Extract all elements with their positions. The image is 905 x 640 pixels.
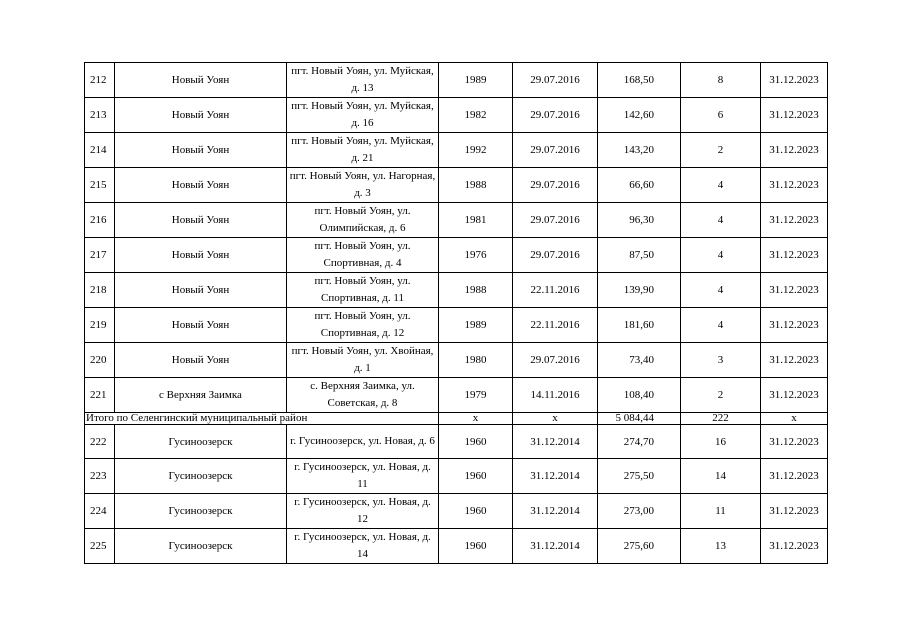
date-cell: 29.07.2016 (513, 133, 598, 168)
area-cell: 273,00 (598, 494, 681, 529)
area-cell: 275,50 (598, 459, 681, 494)
deadline-cell: 31.12.2023 (761, 168, 828, 203)
people-count-cell: 2 (681, 378, 761, 413)
total-year-cell: x (439, 413, 513, 425)
table-row (85, 308, 828, 343)
table-row (85, 203, 828, 238)
area-cell: 108,40 (598, 378, 681, 413)
housing-table (84, 62, 828, 564)
settlement-cell: Гусиноозерск (115, 459, 287, 494)
row-number: 223 (85, 459, 115, 494)
settlement-cell: Гусиноозерск (115, 494, 287, 529)
table-row (85, 238, 828, 273)
row-number: 214 (85, 133, 115, 168)
table-row (85, 378, 828, 413)
row-number: 220 (85, 343, 115, 378)
settlement-cell: Новый Уоян (115, 63, 287, 98)
row-number: 212 (85, 63, 115, 98)
settlement-cell: Новый Уоян (115, 168, 287, 203)
people-count-cell: 8 (681, 63, 761, 98)
row-number: 218 (85, 273, 115, 308)
people-count-cell: 4 (681, 203, 761, 238)
date-cell: 29.07.2016 (513, 98, 598, 133)
people-count-cell: 2 (681, 133, 761, 168)
address-cell: с. Верхняя Заимка, ул. Советская, д. 8 (287, 378, 439, 413)
year-cell: 1960 (439, 494, 513, 529)
address-cell: пгт. Новый Уоян, ул. Муйская, д. 16 (287, 98, 439, 133)
total-row (85, 413, 828, 425)
address-cell: пгт. Новый Уоян, ул. Спортивная, д. 4 (287, 238, 439, 273)
row-number: 225 (85, 529, 115, 564)
people-count-cell: 11 (681, 494, 761, 529)
deadline-cell: 31.12.2023 (761, 378, 828, 413)
deadline-cell: 31.12.2023 (761, 425, 828, 459)
row-number: 213 (85, 98, 115, 133)
area-cell: 168,50 (598, 63, 681, 98)
area-cell: 143,20 (598, 133, 681, 168)
people-count-cell: 4 (681, 238, 761, 273)
year-cell: 1992 (439, 133, 513, 168)
deadline-cell: 31.12.2023 (761, 133, 828, 168)
area-cell: 181,60 (598, 308, 681, 343)
table-body (85, 63, 828, 564)
date-cell: 29.07.2016 (513, 238, 598, 273)
year-cell: 1989 (439, 63, 513, 98)
people-count-cell: 14 (681, 459, 761, 494)
address-cell: г. Гусиноозерск, ул. Новая, д. 11 (287, 459, 439, 494)
area-cell: 139,90 (598, 273, 681, 308)
date-cell: 29.07.2016 (513, 203, 598, 238)
address-cell: г. Гусиноозерск, ул. Новая, д. 12 (287, 494, 439, 529)
year-cell: 1960 (439, 459, 513, 494)
year-cell: 1960 (439, 529, 513, 564)
date-cell: 31.12.2014 (513, 494, 598, 529)
table-row (85, 168, 828, 203)
row-number: 222 (85, 425, 115, 459)
address-cell: пгт. Новый Уоян, ул. Олимпийская, д. 6 (287, 203, 439, 238)
deadline-cell: 31.12.2023 (761, 98, 828, 133)
deadline-cell: 31.12.2023 (761, 63, 828, 98)
date-cell: 31.12.2014 (513, 459, 598, 494)
row-number: 216 (85, 203, 115, 238)
row-number: 217 (85, 238, 115, 273)
address-cell: пгт. Новый Уоян, ул. Хвойная, д. 1 (287, 343, 439, 378)
deadline-cell: 31.12.2023 (761, 308, 828, 343)
people-count-cell: 3 (681, 343, 761, 378)
settlement-cell: Новый Уоян (115, 238, 287, 273)
settlement-cell: Гусиноозерск (115, 425, 287, 459)
people-count-cell: 4 (681, 273, 761, 308)
date-cell: 29.07.2016 (513, 168, 598, 203)
area-cell: 73,40 (598, 343, 681, 378)
deadline-cell: 31.12.2023 (761, 238, 828, 273)
date-cell: 29.07.2016 (513, 63, 598, 98)
row-number: 224 (85, 494, 115, 529)
table-row (85, 425, 828, 459)
deadline-cell: 31.12.2023 (761, 343, 828, 378)
settlement-cell: Новый Уоян (115, 133, 287, 168)
area-cell: 87,50 (598, 238, 681, 273)
people-count-cell: 13 (681, 529, 761, 564)
date-cell: 14.11.2016 (513, 378, 598, 413)
row-number: 215 (85, 168, 115, 203)
people-count-cell: 6 (681, 98, 761, 133)
total-date-cell: x (513, 413, 598, 425)
row-number: 219 (85, 308, 115, 343)
deadline-cell: 31.12.2023 (761, 273, 828, 308)
address-cell: пгт. Новый Уоян, ул. Спортивная, д. 11 (287, 273, 439, 308)
people-count-cell: 16 (681, 425, 761, 459)
date-cell: 31.12.2014 (513, 425, 598, 459)
date-cell: 31.12.2014 (513, 529, 598, 564)
address-cell: пгт. Новый Уоян, ул. Нагорная, д. 3 (287, 168, 439, 203)
people-count-cell: 4 (681, 168, 761, 203)
area-cell: 275,60 (598, 529, 681, 564)
year-cell: 1981 (439, 203, 513, 238)
year-cell: 1976 (439, 238, 513, 273)
address-cell: пгт. Новый Уоян, ул. Спортивная, д. 12 (287, 308, 439, 343)
table-row (85, 273, 828, 308)
area-cell: 142,60 (598, 98, 681, 133)
area-cell: 96,30 (598, 203, 681, 238)
address-cell: пгт. Новый Уоян, ул. Муйская, д. 13 (287, 63, 439, 98)
settlement-cell: Новый Уоян (115, 203, 287, 238)
settlement-cell: Новый Уоян (115, 308, 287, 343)
year-cell: 1960 (439, 425, 513, 459)
date-cell: 22.11.2016 (513, 273, 598, 308)
total-area-cell: 5 084,44 (598, 413, 681, 425)
address-cell: пгт. Новый Уоян, ул. Муйская, д. 21 (287, 133, 439, 168)
table-row (85, 98, 828, 133)
table-row (85, 529, 828, 564)
total-deadline-cell: x (761, 413, 828, 425)
year-cell: 1982 (439, 98, 513, 133)
year-cell: 1988 (439, 168, 513, 203)
table-row (85, 133, 828, 168)
year-cell: 1980 (439, 343, 513, 378)
table-row (85, 494, 828, 529)
table-row (85, 343, 828, 378)
table-row (85, 63, 828, 98)
total-label: Итого по Селенгинский муниципальный район (85, 413, 439, 425)
settlement-cell: Новый Уоян (115, 343, 287, 378)
settlement-cell: Новый Уоян (115, 273, 287, 308)
deadline-cell: 31.12.2023 (761, 494, 828, 529)
address-cell: г. Гусиноозерск, ул. Новая, д. 14 (287, 529, 439, 564)
area-cell: 274,70 (598, 425, 681, 459)
year-cell: 1988 (439, 273, 513, 308)
people-count-cell: 4 (681, 308, 761, 343)
year-cell: 1989 (439, 308, 513, 343)
settlement-cell: Новый Уоян (115, 98, 287, 133)
deadline-cell: 31.12.2023 (761, 529, 828, 564)
settlement-cell: Гусиноозерск (115, 529, 287, 564)
deadline-cell: 31.12.2023 (761, 203, 828, 238)
deadline-cell: 31.12.2023 (761, 459, 828, 494)
area-cell: 66,60 (598, 168, 681, 203)
year-cell: 1979 (439, 378, 513, 413)
address-cell: г. Гусиноозерск, ул. Новая, д. 6 (287, 425, 439, 459)
settlement-cell: с Верхняя Заимка (115, 378, 287, 413)
table-row (85, 459, 828, 494)
date-cell: 22.11.2016 (513, 308, 598, 343)
total-people-cell: 222 (681, 413, 761, 425)
row-number: 221 (85, 378, 115, 413)
date-cell: 29.07.2016 (513, 343, 598, 378)
